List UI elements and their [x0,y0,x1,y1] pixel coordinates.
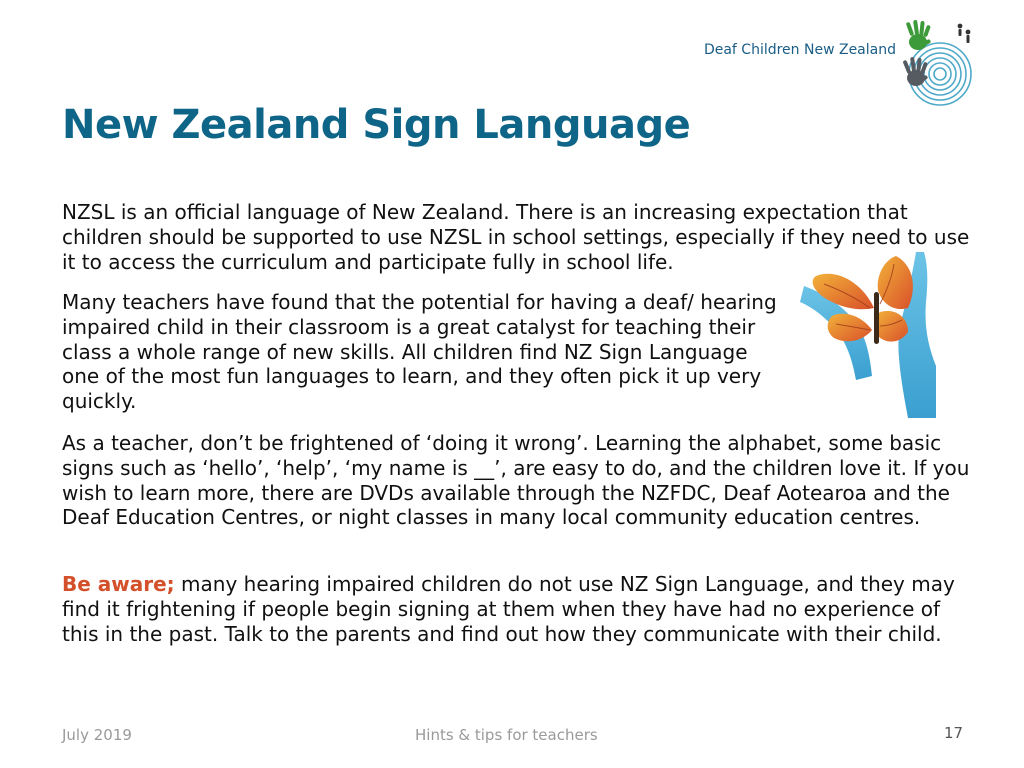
footer-date: July 2019 [62,726,132,744]
butterfly-hands-illustration-icon [796,246,936,418]
paragraph-nzsl-official: NZSL is an official language of New Zealand. There is an increasing expectation that children should be supported to use NZSL in school settings, especially if they need to use it to access the curriculum and participate fully in school life. [62,200,970,274]
paragraph-be-aware [62,572,982,646]
footer-center-text: Hints & tips for teachers [415,726,598,744]
page-number: 17 [944,724,964,742]
paragraph-dont-be-frightened: As a teacher, don’t be frightened of ‘doing it wrong’. Learning the alphabet, some basic signs such as ‘hello’, ‘help’, ‘my name is __’, are easy to do, and the children love it. If you wish to learn more, there are DVDs available through the NZFDC, Deaf Aotearoa and the Deaf Education Centres, or night classes in many local community education centres. [62,431,970,530]
page-title: New Zealand Sign Language [62,102,691,148]
hands-spiral-logo-icon [896,16,980,106]
paragraph-teachers-catalyst: Many teachers have found that the potential for having a deaf/ hearing impaired child in their classroom is a great catalyst for teaching their class a whole range of new skills. All children find NZ Sign Language one of the most fun languages to learn, and they often pick it up very quickly. [62,290,777,414]
org-name: Deaf Children New Zealand [703,42,896,58]
be-aware-text: many hearing impaired children do not use NZ Sign Language, and they may find it frightening if people begin signing at them when they have had no experience of this in the past. Talk to the parents and find out how they communicate with their child. [62,572,955,646]
be-aware-emphasis: Be aware; [62,572,175,596]
